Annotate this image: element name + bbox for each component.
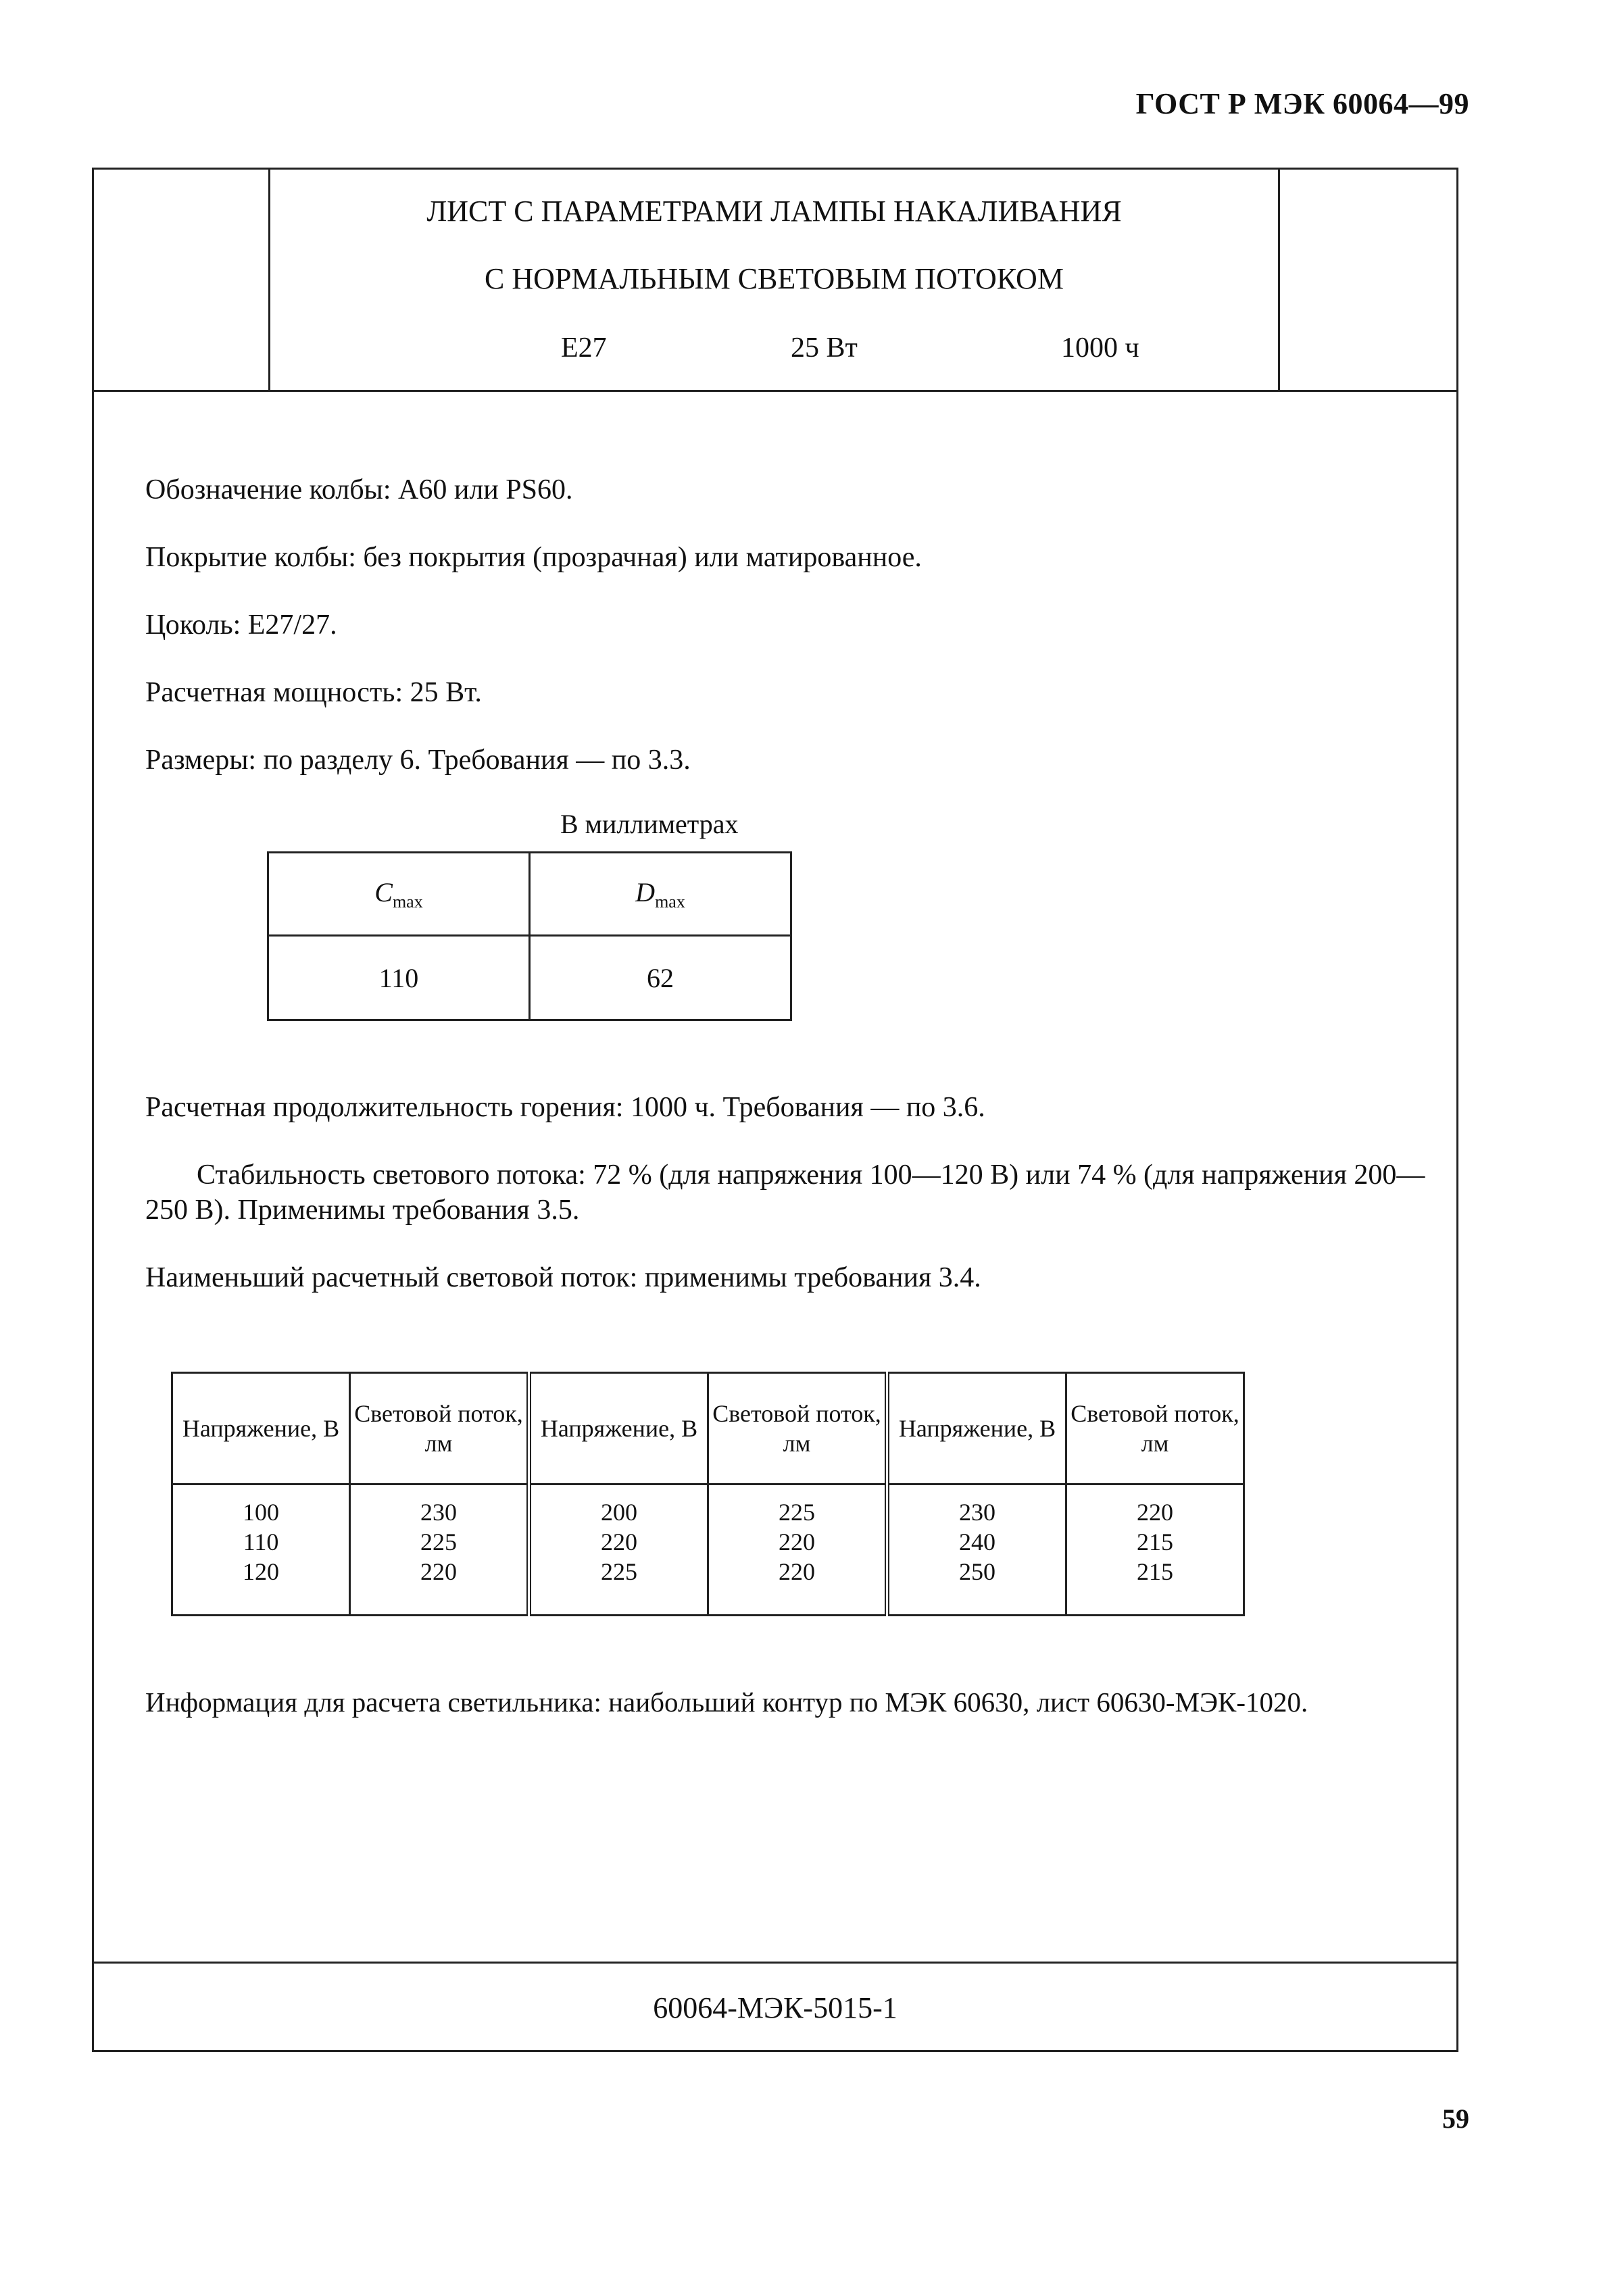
c-max-header: $C_{max}$: [268, 853, 530, 936]
lamp-life: 1000 ч: [1061, 332, 1139, 364]
sheet-id: 60064-МЭК-5015-1: [653, 1991, 897, 2024]
voltage-values: [172, 1484, 350, 1616]
table-cell: 120: [243, 1558, 279, 1585]
rated-power: Расчетная мощность: 25 Вт.: [145, 677, 482, 708]
table-cell: 200: [601, 1499, 637, 1526]
table-cell: 215: [1137, 1558, 1173, 1585]
d-max-value: 62: [530, 936, 791, 1020]
table-cell: 250: [959, 1558, 995, 1585]
flux-header: Световой поток, лм: [708, 1373, 887, 1484]
flux-values: [1066, 1484, 1244, 1616]
dimensions-table: [267, 851, 792, 1021]
data-sheet-frame: [92, 168, 1458, 2052]
table-cell: 110: [243, 1528, 279, 1555]
sheet-title-line1: ЛИСТ С ПАРАМЕТРАМИ ЛАМПЫ НАКАЛИВАНИЯ: [426, 195, 1122, 228]
dimensions-note: Размеры: по разделу 6. Требования — по 3.3.: [145, 745, 691, 776]
lamp-base: E27: [561, 332, 607, 364]
table-cell: 225: [779, 1499, 815, 1526]
table-cell: 220: [1137, 1499, 1173, 1526]
table-cell: 215: [1137, 1528, 1173, 1555]
luminaire-info: Информация для расчета светильника: наибольший контур по МЭК 60630, лист 60630-МЭК-1020.: [145, 1687, 1308, 1718]
table-cell: 220: [601, 1528, 637, 1555]
cap-type: Цоколь: E27/27.: [145, 609, 337, 641]
voltage-header: Напряжение, В: [529, 1373, 708, 1484]
table-cell: 225: [420, 1528, 457, 1555]
table-cell: 240: [959, 1528, 995, 1555]
lamp-power: 25 Вт: [791, 332, 858, 364]
units-note: В миллиметрах: [560, 809, 739, 839]
table-cell: 225: [601, 1558, 637, 1585]
voltage-header: Напряжение, В: [172, 1373, 350, 1484]
standard-code: ГОСТ Р МЭК 60064—99: [1135, 87, 1469, 120]
bulb-coating: Покрытие колбы: без покрытия (прозрачная) или матированное.: [145, 542, 922, 573]
flux-values: [708, 1484, 887, 1616]
table-cell: 100: [243, 1499, 279, 1526]
table-cell: 220: [420, 1558, 457, 1585]
table-cell: 220: [779, 1528, 815, 1555]
sheet-title-line2: С НОРМАЛЬНЫМ СВЕТОВЫМ ПОТОКОМ: [485, 262, 1064, 295]
voltage-values: [887, 1484, 1066, 1616]
lumen-maintenance: Стабильность светового потока: 72 % (для напряжения 100—120 В) или 74 % (для напряжения 200—250 В). Применимы требования 3.5.: [145, 1159, 1425, 1226]
rated-life: Расчетная продолжительность горения: 1000 ч. Требования — по 3.6.: [145, 1092, 985, 1123]
table-cell: 230: [420, 1499, 457, 1526]
bulb-designation: Обозначение колбы: A60 или PS60.: [145, 474, 573, 505]
flux-header: Световой поток, лм: [350, 1373, 529, 1484]
table-cell: 220: [779, 1558, 815, 1585]
minimum-flux-note: Наименьший расчетный световой поток: применимы требования 3.4.: [145, 1262, 981, 1293]
sheet-header-title-block: [268, 170, 1280, 390]
table-cell: 230: [959, 1499, 995, 1526]
voltage-header: Напряжение, В: [887, 1373, 1066, 1484]
page-number: 59: [1442, 2103, 1469, 2134]
sheet-header: [94, 170, 1456, 392]
sheet-footer: [94, 1962, 1456, 2050]
flux-values: [350, 1484, 529, 1616]
flux-header: Световой поток, лм: [1066, 1373, 1244, 1484]
c-max-value: 110: [268, 936, 530, 1020]
sheet-header-params: [270, 332, 1278, 366]
luminous-flux-table: [171, 1372, 1245, 1616]
voltage-values: [529, 1484, 708, 1616]
d-max-header: $D_{max}$: [530, 853, 791, 936]
